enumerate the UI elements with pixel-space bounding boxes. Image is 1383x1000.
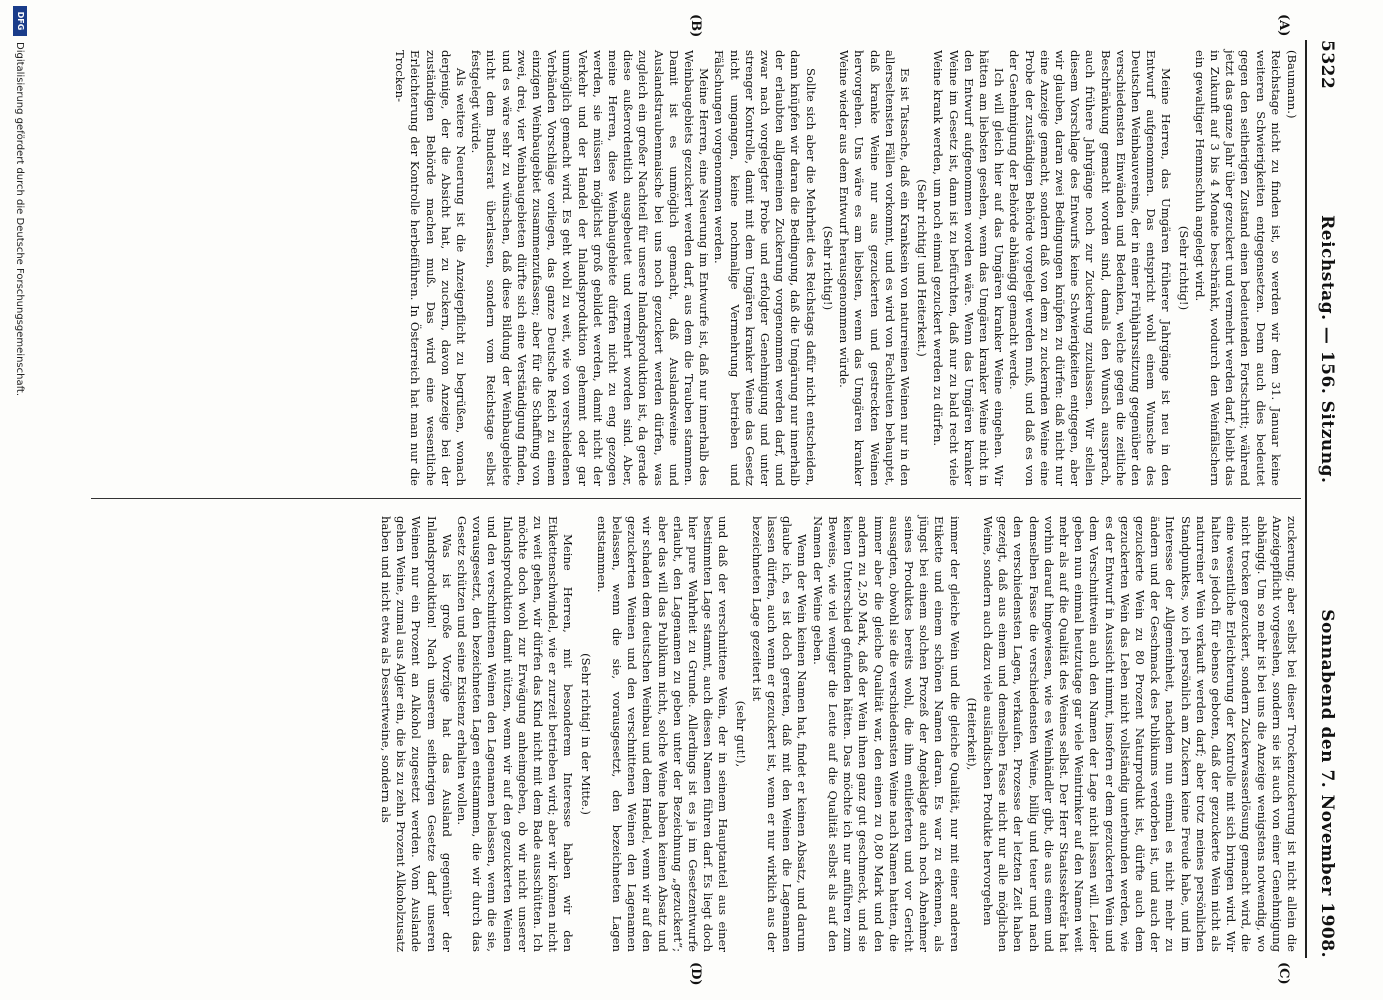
paragraph: zuckerung; aber selbst bei dieser Trockenzuckerung ist nicht allein die Anzeigepflicht vorgesehen, sondern sie ist auch von einer Genehmigung abhängig. Um so mehr ist bei uns die Anzeige wenigstens notwendig, wo nicht trocken gezuckert, sondern Zuckerwasserlösung gemacht wird, die eine wesentliche Erleichterung der Kontrolle mit sich bringen wird. Wir halten es jedoch für ebenso geboten, daß der gezuckerte Wein nicht als naturreiner Wein verkauft werden darf; aber trotz meines persönlichen Standpunktes, wo ich persönlich am Zuckern keine Freude habe, und im Interesse der Allgemeinheit, nachdem nun einmal es nicht mehr zu ändern und der Geschmack des Publikums verdorben ist, und auch der gezuckerte Wein zu 80 Prozent Naturprodukt ist, dürfte auch dem gezuckerten Wein das Leben nicht vollständig unterbunden werden, wie es der Entwurf in Aussicht nimmt, insofern er dem gezuckerten Wein und dem Verschnittwein auch den Namen der Lage nicht lassen will. Leider geben nun einmal heutzutage gar viele Weintrinker auf den Namen weit mehr als auf die Qualität des Weines selbst. Der Herr Staatssekretär hat vorhin darauf hingewiesen, wie es Weinhändler gibt, die aus einem und demselben Fasse die verschiedensten Weine, billig und teuer und nach den verschiedensten Lagen, verkaufen. Prozesse der letzten Zeit haben gezeigt, daß aus einem und demselben Fasse nicht nur alle möglichen Weine, sondern auch dazu viele ausländischen Produkte hervorgehen [980,516,1299,952]
paragraph: und daß der verschnittene Wein, der in seinem Hauptanteil aus einer bestimmten Lage stammt, auch diesen Namen führen darf. Es liegt doch hier pure Wahrheit zu Grunde. Allerdings ist es ja im Gesetzentwurfe erlaubt, den Lagenamen zu geben unter der Bezeichnung „gezuckert“; aber das will das Publikum nicht, solche Weine haben keinen Absatz und wir schaden dem deutschen Weinbau und dem Handel, wenn wir auf den gezuckerten Weinen und den verschnittenen Weinen den Lagenamen belassen, wenn die sie, vorausgesetzt, den bezeichneten Lagen entstammen. [594,516,731,952]
paragraph: Wenn der Wein keinen Namen hat, findet er keinen Absatz, und darum glaube ich, es ist doch geraten, daß mit den Weinen die Lagenamen lassen dürfen, auch wenn er gezuckert ist, wenn er nur wirklich aus der bezeichneten Lage gezeitert ist [749,516,810,952]
paragraph: immer der gleiche Wein und die gleiche Qualität, nur mit einer anderen Etikette und einem schönen Namen daran. Es war zu erkennen, als jüngst bei einem solchen Prozeß der Angeklagte auch noch Abnehmer seines Produktes bereits wohl, die ihm entlieferten und vor Gericht aussagten, obwohl sie die verschiedensten Weine nach Namen hatten, die immer aber die gleiche Qualität war, den einen zu 0,80 Mark und den andern zu 2,50 Mark, daß der Wein ihnen ganz gut geschmeckt, und sie keinen Unterschied gefunden hätten. Das möchte ich nur anführen zum Beweise, wie viel weniger die Leute auf die Qualität selbst als auf den Namen der Weine geben. [810,516,962,952]
dfg-logo: DFG [13,6,27,36]
header-title: Reichstag. — 156. Sitzung. [1317,215,1337,484]
paragraph: Reichstage nicht zu finden ist, so werden wir dem 31. Januar keine weiteren Schwierigkeiten entgegensetzen. Denn auch dies bedeutet gegen den seitherigen Zustand einen bedeutenden Fortschritt; während jetzt das ganze Jahr über gezuckert und vermehrt werden darf, bleibt das in Zukunft auf 3 bis 4 Monate beschränkt, wodurch den Weinfälschern ein gewaltiger Hemmschuh angelegt wird. [1192,50,1283,486]
margin-marker-c: (C) [1276,962,1291,985]
header-rule [1305,40,1307,958]
interjection-remark: (sehr gut!), [733,700,748,768]
paragraph: Was ist große Vorzüge hat das Ausland gegenüber der Inlandsproduktion! Nach unserem seitherigen Gesetze darf unseren Weinen nur ein Prozent an Alkohol zugesetzt werden. Vom Auslande gehen Weine, zumal aus Algier ein, die bis zu zehn Prozent Alkoholzusatz haben und nicht etwa als Dessertweine, sondern als [379,516,454,952]
paragraph: Meine Herren, eine Neuerung im Entwurfe ist, daß nur innerhalb des Weinbaugebiets gezuckert werden darf, aus dem die Trauben stammen. Damit ist es unmöglich gemacht, daß Auslandsweine und Auslandstraubenmaische bei uns noch gezuckert werden dürfen, was zugleich ein großer Nachteil für unsere Inlandsproduktion ist, da gerade diese außerordentlich ausgebeutet und vermehrt worden sind. Aber, meine Herren, diese Weinbaugebiete dürfen nicht zu eng gezogen werden, sie müssen möglichst groß gebildet werden, damit nicht der Verkehr und der Handel der Inlandsproduktion gehemmt oder gar unmöglich gemacht wird. Es geht wohl zu weit, wie von verschiedenen Verbänden Vorschläge vorliegen, das ganze Deutsche Reich zu einem einzigen Weinbaugebiet zusammenzufassen; aber für die Schaffung von zwei, drei, vier Weinbaugebieten dürfte sich eine Verständigung finden, und es wäre sehr zu wünschen, daß diese Bildung der Weinbaugebiete nicht dem Bundesrat überlassen, sondern vom Reichstage selbst festgelegt würde. [469,50,712,486]
margin-marker-d: (D) [688,962,703,986]
interjection-remark: (Sehr richtig! in der Mitte.) [578,653,593,815]
right-text-column [378,516,1299,952]
interjection-remark: (Sehr richtig!) [1176,225,1191,311]
paragraph: Meine Herren, mit besonderem Interesse haben wir den Etikettenschwindel, wie er zurzeit betrieben wird; aber wir können nicht zu weit gehen, wir dürfen das Kind nicht mit dem Bade ausschütten. Ich möchte doch wohl zur Erwägung anheimgeben, ob wir nicht unserer Inlandsproduktion damit nützen, wenn wir auf den gezuckerten Weinen und den verschnittenen Weinen den Lagenamen belassen, wenn die sie, vorausgesetzt, den bezeichneten Lagen entstammen, die wir durch das Gesetz schützen und seine Existenz erhalten wollen. [455,516,576,952]
speaker-name: (Baumann.) [1285,50,1299,119]
page-header [1309,40,1345,958]
paragraph: Sollte sich aber die Mehrheit des Reichstags dafür nicht entscheiden, dann knüpfen wir daran die Bedingung, daß die Umgärung nur innerhalb der erlaubten allgemeinen Zuckerung vorgenommen werden darf, und zwar nach vorgelegter Probe und erfolgter Genehmigung und unter strenger Kontrolle, damit mit dem Umgären kranker Weine das Gesetz nicht umgangen, keine nochmalige Vermehrung betrieben und Fälschungen vorgenommen werden. [712,50,818,486]
page-number: 5322 [1317,40,1337,90]
interjection-remark: (Sehr richtig! und Heiterkeit.) [915,179,930,357]
margin-marker-a: (A) [1276,14,1291,37]
footer-credit-strip [9,0,31,1000]
paragraph: Es ist Tatsache, daß ein Kranksein von naturreinen Weinen nur in den allerseltensten Fällen vorkommt, und es wird von Fachleuten behauptet, daß kranke Weine nur aus gezuckerten und gestreckten Weinen hervorgehen. Uns wäre es am liebsten, wenn das Umgären kranker Weine wieder aus dem Entwurf herausgenommen würde. [837,50,912,486]
margin-marker-b: (B) [688,14,703,38]
interjection-remark: (Sehr richtig!) [820,225,835,311]
footer-credit: Digitalisierung gefördert durch die Deutsche Forschungsgemeinschaft. [14,42,26,397]
column-divider [91,498,1301,499]
paragraph: Ich will gleich hier auf das Umgären kranker Weine eingehen. Wir hätten am liebsten gesehen, wenn das Umgären kranker Weine nicht in den Entwurf aufgenommen worden wäre. Wenn das Umgären kranker Weine im Gesetz ist, dann ist zu befürchten, daß nur zu bald recht viele Weine krank werden, um noch einmal gezuckert werden zu dürfen. [931,50,1007,486]
interjection-remark: (Heiterkeit), [964,697,979,771]
header-date: Sonnabend den 7. November 1908. [1317,609,1337,958]
paragraph: Als weitere Neuerung ist die Anzeigepflicht zu begrüßen, wonach derjenige, der die Absicht hat, zu zuckern, davon Anzeige bei der zuständigen Behörde machen muß. Das wird eine wesentliche Erleichterung der Kontrolle herbeiführen. In Österreich hat man nur die Trocken- [393,50,469,486]
left-text-column [392,50,1299,486]
paragraph: Meine Herren, das Umgären früherer Jahrgänge ist neu in den Entwurf aufgenommen. Das entspricht wohl einem Wunsche des Deutschen Weinbauvereins, der in einer Frühjahrssitzung gegenüber den verschiedensten Einwänden und Bedenken, welche gegen die zeitliche Beschränkung gemacht worden sind, damals den Wunsch aussprach, auch frühere Jahrgänge noch zur Zuckerung zuzulassen. Wir stellen diesem Vorschlage des Entwurfs keine Schwierigkeiten entgegen, aber wir glauben, daran zwei Bedingungen knüpfen zu dürfen: daß nicht nur eine Anzeige gemacht, sondern daß von dem zu zuckernden Weine eine Probe der zuständigen Behörde vorgelegt werden muß, und daß es von der Genehmigung der Behörde abhängig gemacht werde. [1007,50,1174,486]
